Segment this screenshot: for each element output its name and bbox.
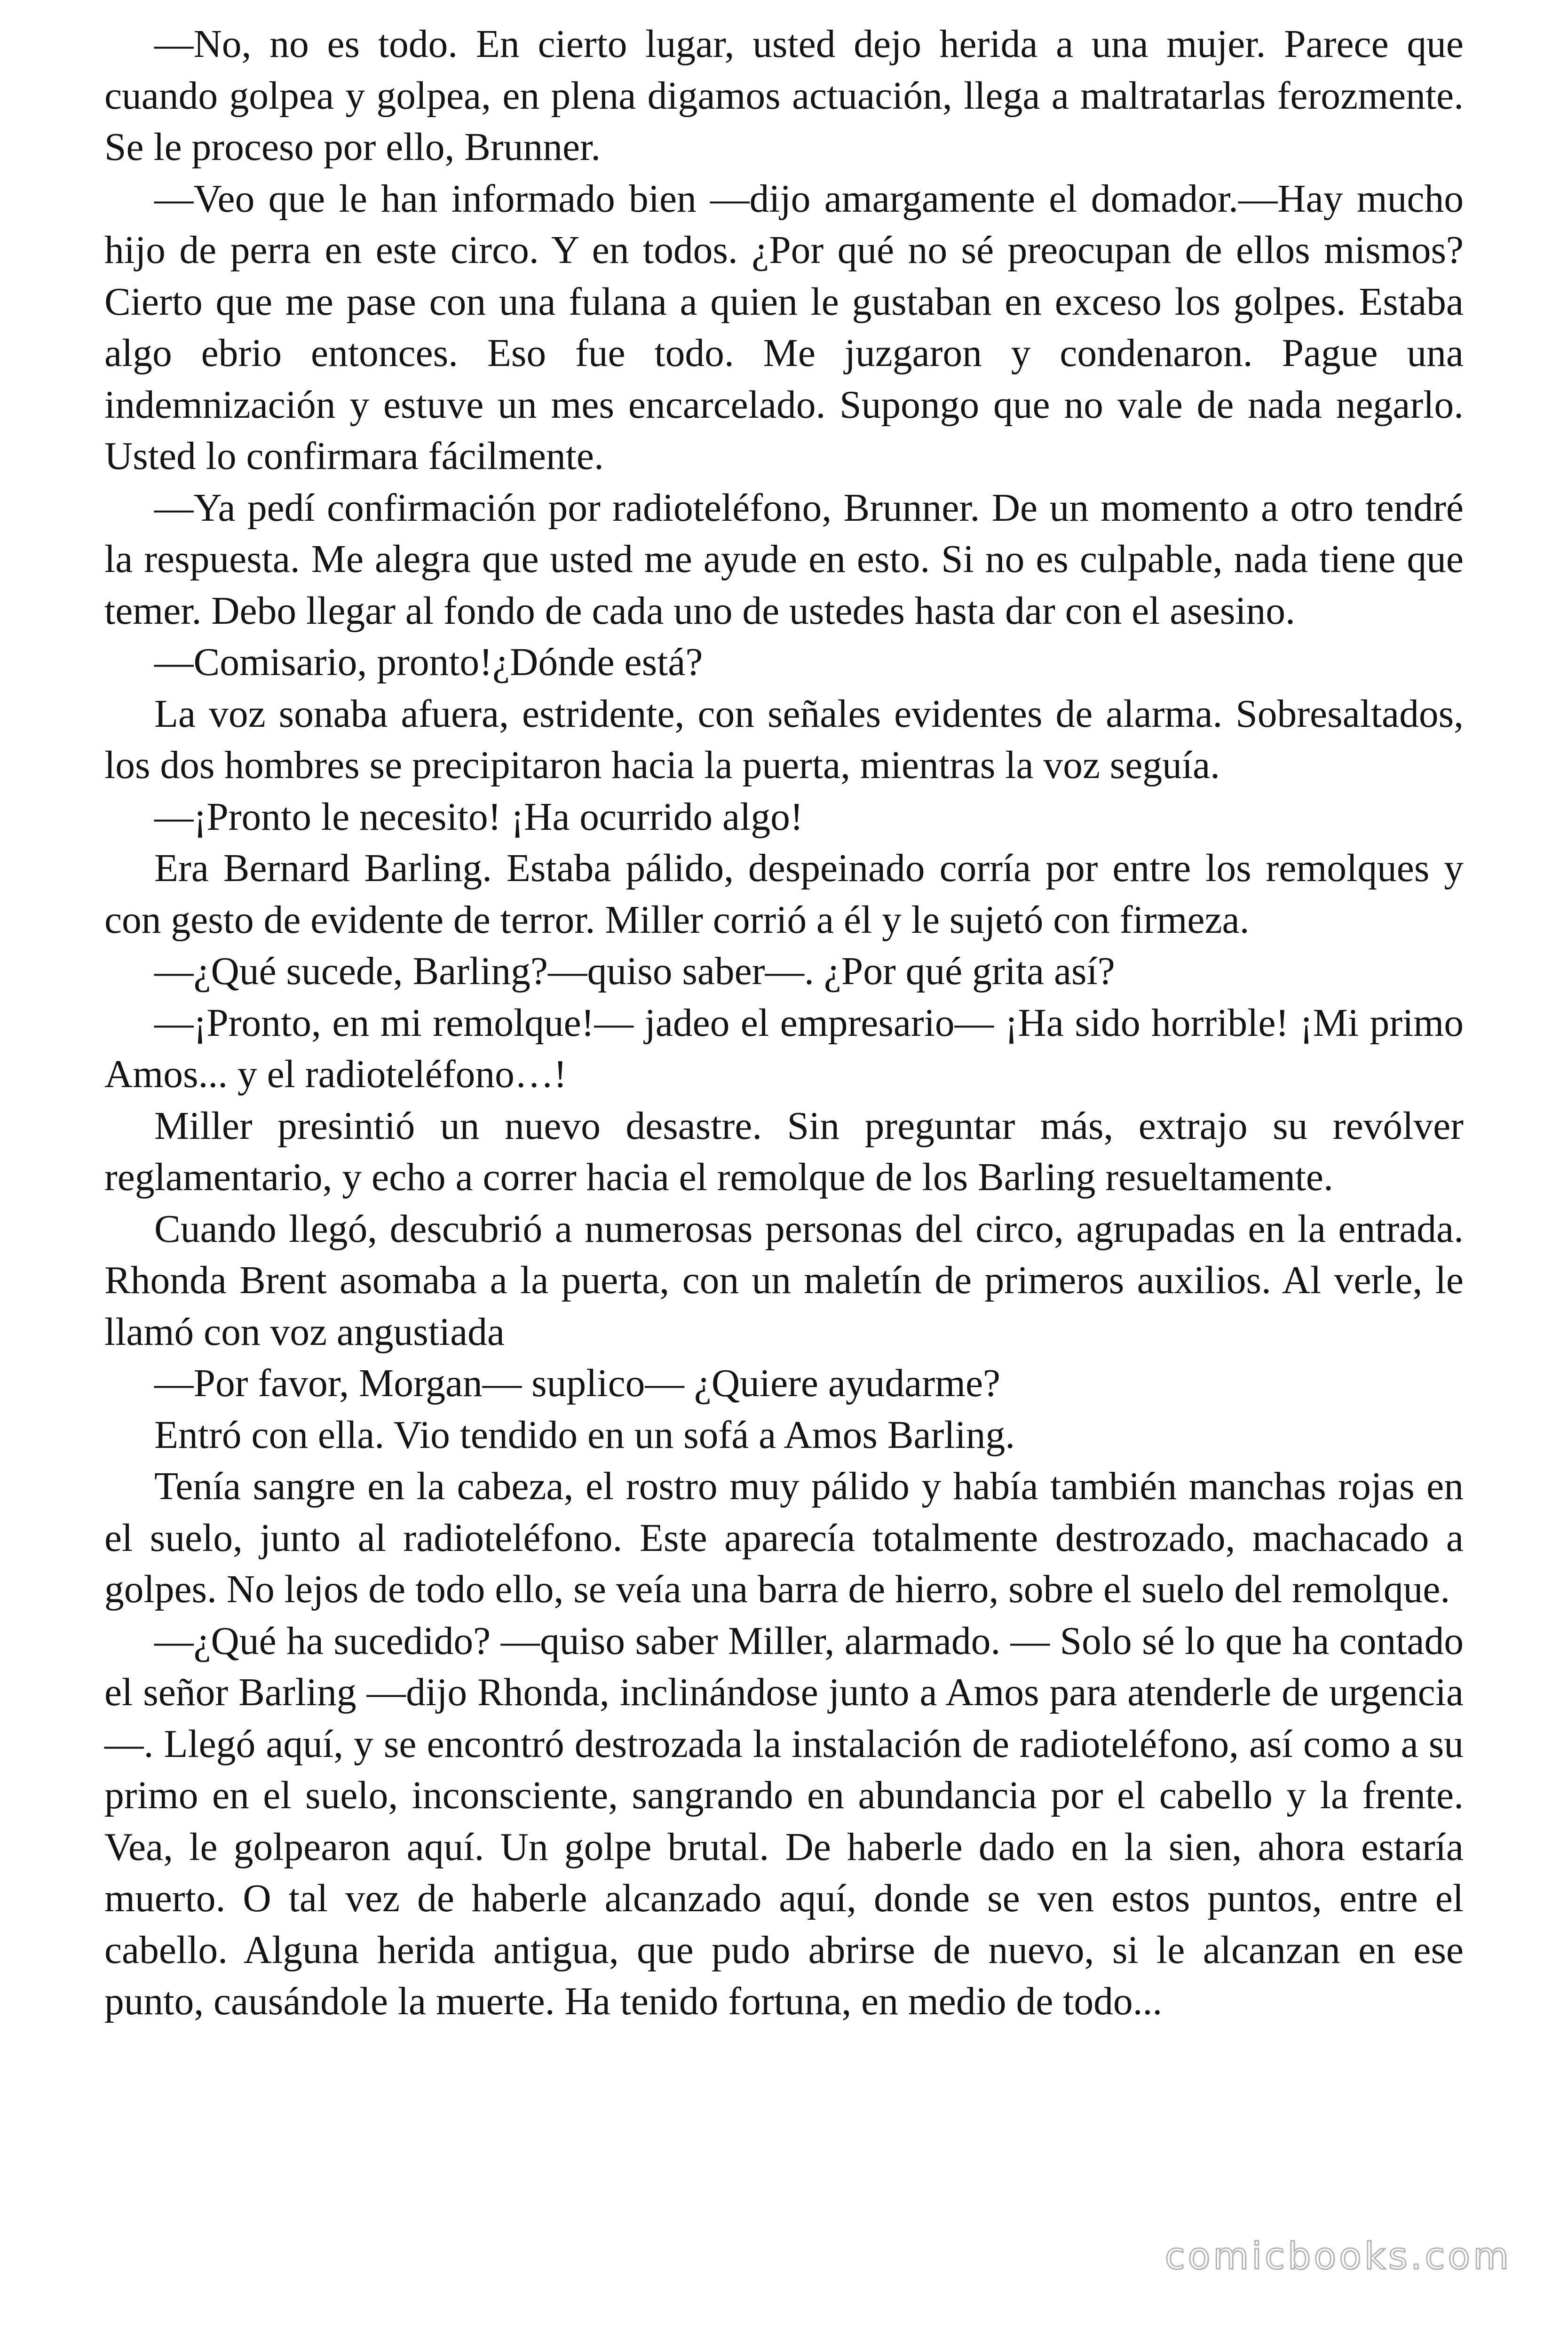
paragraph: Tenía sangre en la cabeza, el rostro muy pálido y había también manchas rojas en el suelo, junto al radioteléfono. Este aparecía totalmente destrozado, machacado a golpes. No lejos de todo ello, se veía una barra de hierro, sobre el suelo del remolque. bbox=[104, 1465, 1464, 1611]
watermark-logo: comicbooks.com bbox=[1164, 2235, 1512, 2278]
paragraph: La voz sonaba afuera, estridente, con señales evidentes de alarma. Sobresaltados, los dos hombres se precipitaron hacia la puerta, mientras la voz seguía. bbox=[104, 692, 1464, 787]
paragraph: Entró con ella. Vio tendido en un sofá a Amos Barling. bbox=[154, 1413, 1015, 1457]
book-page-text bbox=[104, 19, 1464, 2028]
paragraph: Miller presintió un nuevo desastre. Sin preguntar más, extrajo su revólver reglamentario, y echo a correr hacia el remolque de los Barling resueltamente. bbox=[104, 1104, 1464, 1199]
paragraph: Era Bernard Barling. Estaba pálido, despeinado corría por entre los remolques y con gesto de evidente de terror. Miller corrió a él y le sujetó con firmeza. bbox=[104, 847, 1464, 942]
paragraph: —¿Qué sucede, Barling?—quiso saber—. ¿Por qué grita así? bbox=[154, 950, 1115, 993]
paragraph: —Ya pedí confirmación por radioteléfono, Brunner. De un momento a otro tendré la respuesta. Me alegra que usted me ayude en esto. Si no es culpable, nada tiene que temer. Debo llegar al fondo de cada uno de ustedes hasta dar con el asesino. bbox=[104, 486, 1464, 633]
paragraph: —No, no es todo. En cierto lugar, usted dejo herida a una mujer. Parece que cuando golpea y golpea, en plena digamos actuación, llega a maltratarlas ferozmente. Se le proceso por ello, Brunner. bbox=[104, 23, 1464, 169]
paragraph: —Comisario, pronto!¿Dónde está? bbox=[154, 641, 703, 684]
paragraph: —¡Pronto, en mi remolque!— jadeo el empresario— ¡Ha sido horrible! ¡Mi primo Amos... y el radioteléfono…! bbox=[104, 1001, 1464, 1096]
paragraph: —¡Pronto le necesito! ¡Ha ocurrido algo! bbox=[154, 795, 803, 839]
paragraph: —¿Qué ha sucedido? —quiso saber Miller, alarmado. — Solo sé lo que ha contado el señor Barling —dijo Rhonda, inclinándose junto a Amos para atenderle de urgencia—. Llegó aquí, y se encontró destrozada la instalación de radioteléfono, así como a su primo en el suelo, inconsciente, sangrando en abundancia por el cabello y la frente. Vea, le golpearon aquí. Un golpe brutal. De haberle dado en la sien, ahora estaría muerto. O tal vez de haberle alcanzado aquí, donde se ven estos puntos, entre el cabello. Alguna herida antigua, que pudo abrirse de nuevo, si le alcanzan en ese punto, causándole la muerte. Ha tenido fortuna, en medio de todo... bbox=[104, 1619, 1464, 2023]
paragraph: —Por favor, Morgan— suplico— ¿Quiere ayudarme? bbox=[154, 1362, 1001, 1405]
paragraph: —Veo que le han informado bien —dijo amargamente el domador.—Hay mucho hijo de perra en este circo. Y en todos. ¿Por qué no sé preocupan de ellos mismos? Cierto que me pase con una fulana a quien le gustaban en exceso los golpes. Estaba algo ebrio entonces. Eso fue todo. Me juzgaron y condenaron. Pague una indemnización y estuve un mes encarcelado. Supongo que no vale de nada negarlo. Usted lo confirmara fácilmente. bbox=[104, 177, 1464, 478]
paragraph: Cuando llegó, descubrió a numerosas personas del circo, agrupadas en la entrada. Rhonda Brent asomaba a la puerta, con un maletín de primeros auxilios. Al verle, le llamó con voz angustiada bbox=[104, 1207, 1464, 1354]
